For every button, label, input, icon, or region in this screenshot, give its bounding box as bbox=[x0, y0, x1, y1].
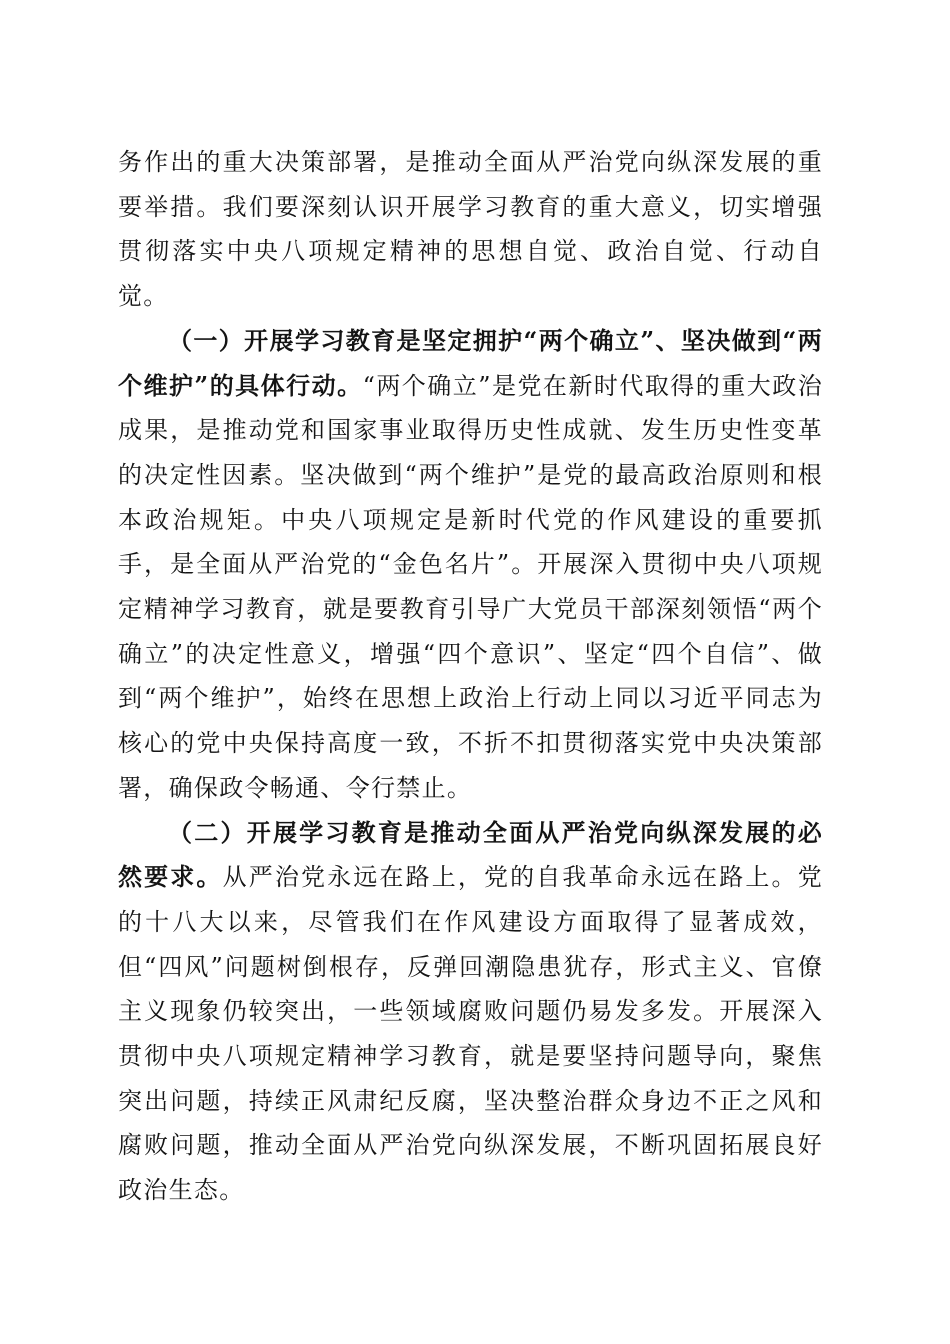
paragraph-section-two bbox=[118, 811, 823, 1213]
section-one-heading: （一）开展学习教育是坚定拥护“两个确立”、坚决做到“两个维护”的具体行动。 bbox=[118, 325, 823, 400]
section-two-text: 从严治党永远在路上，党的自我革命永远在路上。党的十八大以来，尽管我们在作风建设方面取得了显著成效，但“四风”问题树倒根存，反弹回潮隐患犹存，形式主义、官僚主义现象仍较突出，一些领域腐败问题仍易发多发。开展深入贯彻中央八项规定精神学习教育，就是要坚持问题导向，聚焦突出问题，持续正风肃纪反腐，坚决整治群众身边不正之风和腐败问题，推动全面从严治党向纵深发展，不断巩固拓展良好政治生态。 bbox=[118, 863, 823, 1205]
section-one-text: “两个确立”是党在新时代取得的重大政治成果，是推动党和国家事业取得历史性成就、发生历史性变革的决定性因素。坚决做到“两个维护”是党的最高政治原则和根本政治规矩。中央八项规定是新时代党的作风建设的重要抓手，是全面从严治党的“金色名片”。开展深入贯彻中央八项规定精神学习教育，就是要教育引导广大党员干部深刻领悟“两个确立”的决定性意义，增强“四个意识”、坚定“四个自信”、做到“两个维护”，始终在思想上政治上行动上同以习近平同志为核心的党中央保持高度一致，不折不扣贯彻落实党中央决策部署，确保政令畅通、令行禁止。 bbox=[118, 371, 823, 802]
section-two-heading: （二）开展学习教育是推动全面从严治党向纵深发展的必然要求。 bbox=[118, 817, 823, 892]
paragraph-continuation bbox=[118, 140, 823, 319]
paragraph-section-one bbox=[118, 319, 823, 811]
paragraph-text: 务作出的重大决策部署，是推动全面从严治党向纵深发展的重要举措。我们要深刻认识开展学习教育的重大意义，切实增强贯彻落实中央八项规定精神的思想自觉、政治自觉、行动自觉。 bbox=[118, 148, 823, 311]
document-body bbox=[118, 140, 823, 1213]
